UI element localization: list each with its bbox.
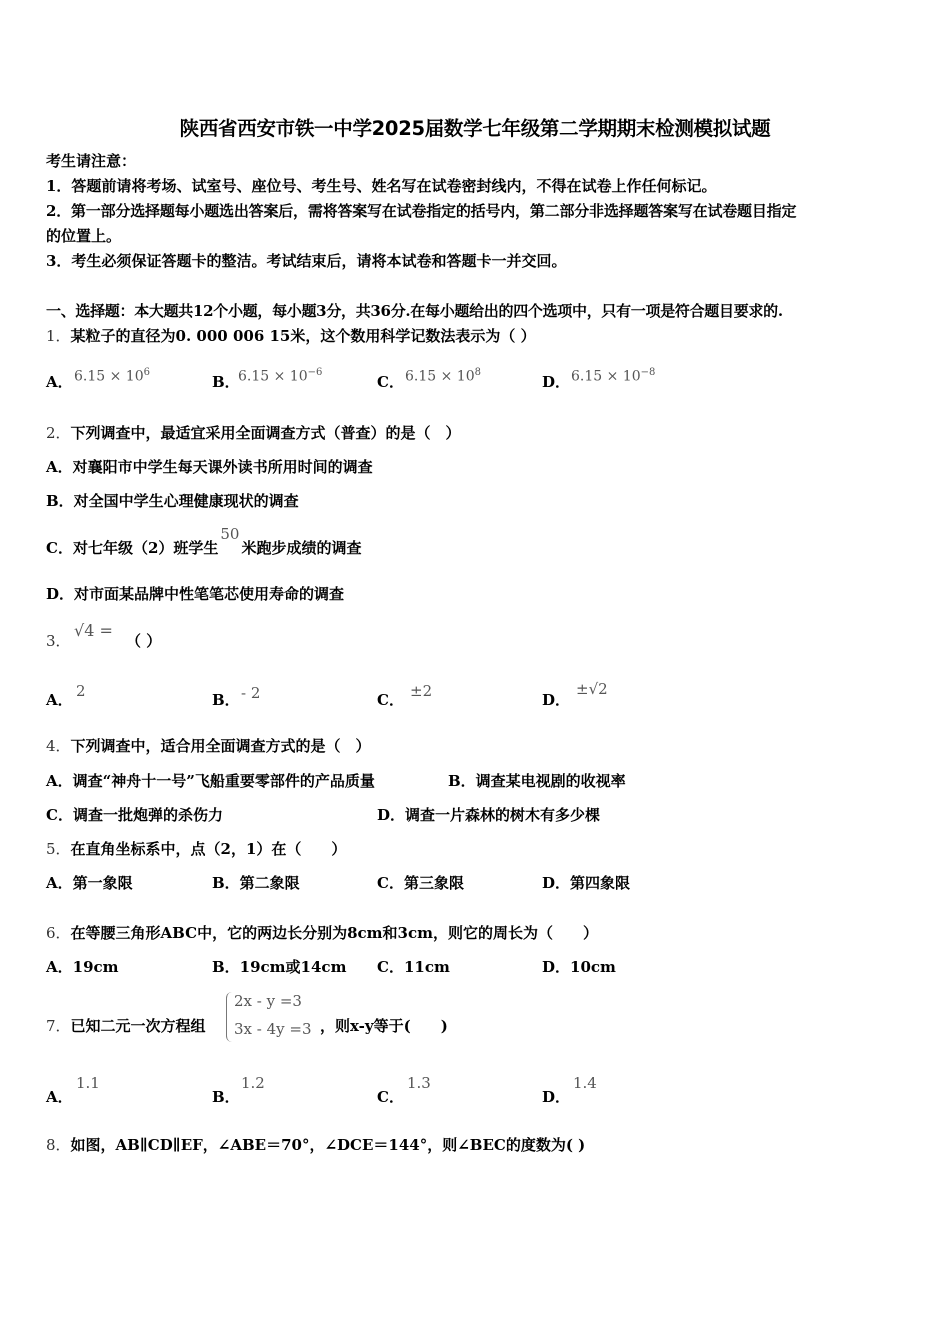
q3-option-a: 2 — [76, 682, 86, 700]
question-number: 7． — [46, 1017, 71, 1035]
question-2 — [46, 424, 461, 442]
notice-item-3: 3．考生必须保证答题卡的整洁。考试结束后，请将本试卷和答题卡一并交回。 — [46, 252, 567, 270]
q7-option-c-label: C． — [377, 1088, 404, 1106]
q7-equation-1: 2x - y =3 — [234, 992, 302, 1010]
q7-option-a: 1.1 — [76, 1074, 100, 1092]
question-6 — [46, 924, 598, 942]
q2-option-b: B．对全国中学生心理健康现状的调查 — [46, 492, 299, 510]
question-stem: 在等腰三角形ABC中，它的两边长分别为8cm和3cm，则它的周长为（ ） — [70, 924, 598, 942]
q7-stem-post: ，则x-y等于( ) — [320, 1017, 448, 1035]
question-stem: 某粒子的直径为0. 000 006 15米，这个数用科学记数法表示为（ ） — [70, 327, 536, 345]
q7-option-b: 1.2 — [241, 1074, 265, 1092]
question-number: 5． — [46, 840, 71, 858]
q3-stem-math: √4 = — [74, 621, 113, 640]
question-number: 3． — [46, 632, 71, 650]
q5-option-b: B．第二象限 — [212, 874, 300, 892]
q1-option-b: $6.15 \times 10^{-6}$ — [238, 367, 323, 385]
q2-option-c: C．对七年级（2）班学生50米跑步成绩的调查 — [46, 525, 362, 557]
q6-option-b: B．19cm或14cm — [212, 958, 347, 976]
q1-option-d-label: D． — [542, 373, 571, 391]
question-7 — [46, 1017, 206, 1035]
q4-option-b: B．调查某电视剧的收视率 — [448, 772, 626, 790]
q3-option-c: ±2 — [410, 682, 433, 700]
q3-stem-tail: （ ） — [126, 632, 162, 650]
notice-heading: 考生请注意： — [46, 152, 137, 170]
question-8 — [46, 1136, 585, 1154]
q1-option-c: $6.15 \times 10^8$ — [405, 367, 481, 385]
question-number: 4． — [46, 737, 71, 755]
page-title: 陕西省西安市铁一中学2025届数学七年级第二学期期末检测模拟试题 — [179, 117, 771, 140]
question-3 — [46, 632, 71, 650]
notice-item-1: 1．答题前请将考场、试室号、座位号、考生号、姓名写在试卷密封线内，不得在试卷上作任何标记。 — [46, 177, 717, 195]
q3-option-d: ±√2 — [576, 680, 608, 698]
question-5 — [46, 840, 346, 858]
q4-option-c: C．调查一批炮弹的杀伤力 — [46, 806, 223, 824]
q3-option-d-label: D． — [542, 691, 571, 709]
section-heading: 一、选择题：本大题共12个小题，每小题3分，共36分.在每小题给出的四个选项中，只有一项是符合题目要求的. — [46, 302, 783, 320]
q1-option-b-label: B． — [212, 373, 240, 391]
q4-option-a: A．调查“神舟十一号”飞船重要零部件的产品质量 — [46, 772, 375, 790]
q5-option-d: D．第四象限 — [542, 874, 631, 892]
q1-option-c-label: C． — [377, 373, 404, 391]
q6-option-d: D．10cm — [542, 958, 616, 976]
notice-item-2-cont: 的位置上。 — [46, 227, 122, 245]
q6-option-c: C．11cm — [377, 958, 450, 976]
equation-brace — [226, 992, 233, 1042]
q7-option-b-label: B． — [212, 1088, 240, 1106]
q1-option-d: $6.15 \times 10^{-8}$ — [571, 367, 656, 385]
q2-option-a: A．对襄阳市中学生每天课外读书所用时间的调查 — [46, 458, 373, 476]
question-stem: 下列调查中，适合用全面调查方式的是（ ） — [70, 737, 371, 755]
q3-option-a-label: A． — [46, 691, 73, 709]
question-stem-pre: 已知二元一次方程组 — [70, 1017, 206, 1035]
question-number: 2． — [46, 424, 71, 442]
question-number: 6． — [46, 924, 71, 942]
q1-option-a: $6.15 \times 10^6$ — [74, 367, 150, 385]
notice-item-2: 2．第一部分选择题每小题选出答案后，需将答案写在试卷指定的括号内，第二部分非选择题答案写在试卷题目指定 — [46, 202, 797, 220]
q5-option-c: C．第三象限 — [377, 874, 464, 892]
q5-option-a: A．第一象限 — [46, 874, 133, 892]
question-stem: 下列调查中，最适宜采用全面调查方式（普查）的是（ ） — [70, 424, 461, 442]
q7-option-d-label: D． — [542, 1088, 571, 1106]
question-4 — [46, 737, 371, 755]
question-stem: 如图，AB∥CD∥EF，∠ABE＝70°，∠DCE＝144°，则∠BEC的度数为( ) — [70, 1136, 586, 1154]
q3-option-b-label: B． — [212, 691, 240, 709]
q7-option-d: 1.4 — [573, 1074, 597, 1092]
question-1 — [46, 327, 536, 345]
q6-option-a: A．19cm — [46, 958, 119, 976]
question-number: 1． — [46, 327, 71, 345]
q7-equation-2: 3x - 4y =3 — [234, 1020, 312, 1038]
q2-option-d: D．对市面某品牌中性笔笔芯使用寿命的调查 — [46, 585, 345, 603]
q3-option-b: - 2 — [241, 684, 261, 702]
question-stem: 在直角坐标系中，点（2，1）在（ ） — [70, 840, 347, 858]
q4-option-d: D．调查一片森林的树木有多少棵 — [377, 806, 601, 824]
q3-option-c-label: C． — [377, 691, 404, 709]
q7-option-a-label: A． — [46, 1088, 73, 1106]
q2-c-number: 50 — [220, 525, 240, 543]
q1-option-a-label: A． — [46, 373, 73, 391]
question-number: 8． — [46, 1136, 71, 1154]
q7-option-c: 1.3 — [407, 1074, 431, 1092]
